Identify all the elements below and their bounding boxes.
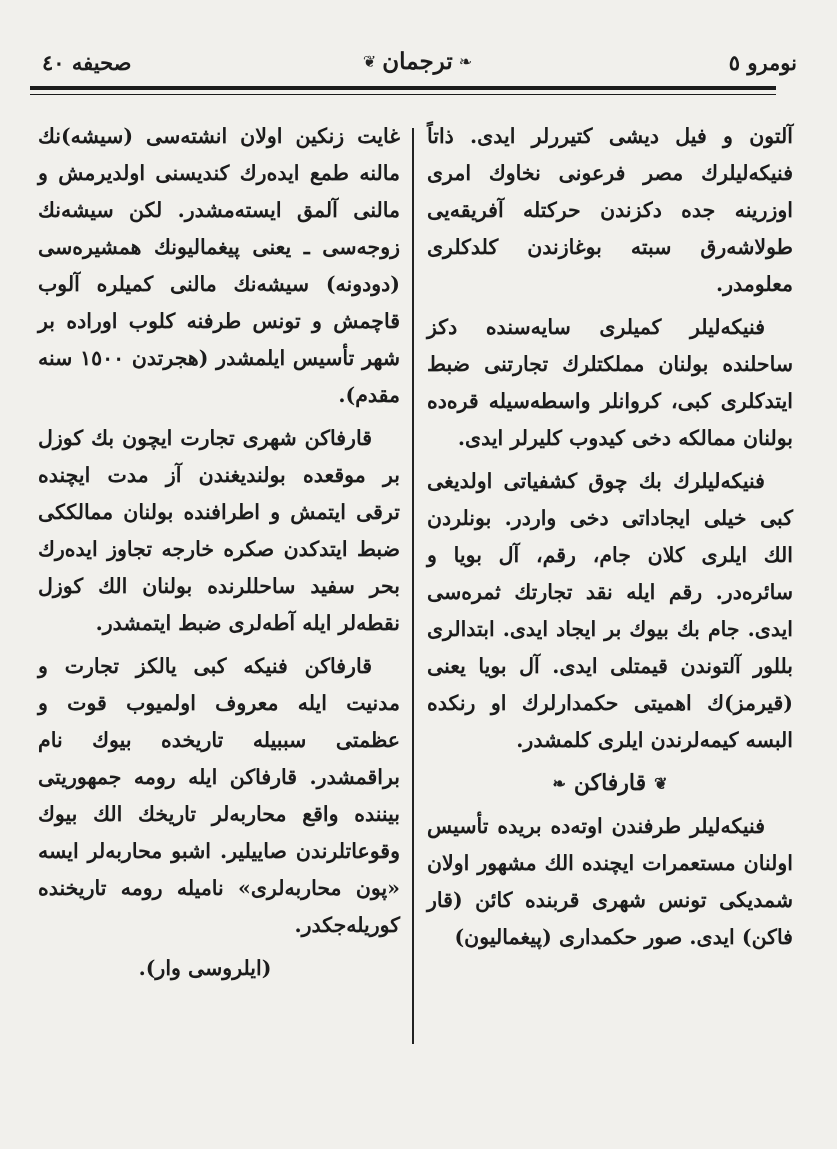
masthead <box>363 48 472 75</box>
ornament-left-icon: ❦ <box>362 52 377 71</box>
header-rule-thin <box>30 94 776 95</box>
continuation-note: (ایلروسی وار). <box>138 956 272 980</box>
issue-number-label: نومرو ٥ <box>728 50 797 75</box>
ornament-right-icon: ❧ <box>458 52 473 71</box>
ornament-icon: ❧ <box>552 774 566 793</box>
column-divider <box>412 128 414 1044</box>
paragraph: فنیکه‌لیلر طرفندن اوته‌ده بریده تأسیس اولنان مستعمرات ایچنده الك مشهور اولان شمدیکی تونس شهری قربنده کائن (قار فاکن) ایدی. صور حکمداری (پیغمالیون) <box>427 814 793 949</box>
left-column <box>38 118 400 993</box>
paragraph: آلتون و فیل دیشی کتیررلر ایدی. ذاتاً فنیکه‌لیلرك مصر فرعونی نخاوك امری اوزرینه جده دکزندن حرکتله آفریقه‌یی طولاشه‌رق سبته بوغازندن کلدکلری معلومدر. <box>427 124 793 296</box>
right-column <box>427 118 793 962</box>
page-header <box>30 46 805 90</box>
paragraph: قارفاکن فنیکه کبی یالکز تجارت و مدنیت ایله معروف اولمیوب قوت و عظمتی سببیله تاریخده بیوك نام براقمشدر. قارفاکن ایله رومه جمهوریتی بیننده واقع محاربه‌لر تاریخك الك بیوك وقوعاتلرندن صاییلیر. اشبو محاربه‌لر ایسه «پون محاربه‌لری» نامیله رومه تاریخنده کوریله‌جکدر. <box>38 654 400 937</box>
paragraph: فنیکه‌لیلرك بك چوق کشفیاتی اولدیغی کبی خیلی ایجاداتی دخی واردر. بونلردن الك ایلری کلان جام، رقم، آل بویا و سائره‌در. رقم ایله نقد تجارتك ثمره‌سی ایدی. جام بك بیوك بر ایجاد ایدی. ابتدالری بللور آلتوندن قیمتلی ایدی. آل بویا یعنی (قیرمز)ك اهمیتی حکمدارلرك او رنکده البسه کیمه‌لرندن ایلری کلمشدر. <box>427 469 793 752</box>
page-number-label: صحیفه ٤٠ <box>42 50 132 75</box>
masthead-title: ترجمان <box>382 48 453 75</box>
paragraph: غایت زنکین اولان انشته‌سی (سیشه)نك مالنه طمع ایده‌رك کندیسنی اولدیرمش و مالنی آلمق ایسته‌مشدر. لکن سیشه‌نك زوجه‌سی ـ یعنی پیغمالیونك همشیره‌سی (دودونه) سیشه‌نك مالنی کمیلره آلوب قاچمش و تونس طرفنه کلوب اوراده بر شهر تأسیس ایلمشدر (هجرتدن ١٥٠٠ سنه مقدم). <box>38 124 400 407</box>
section-heading-text: قارفاکن <box>573 770 647 796</box>
paragraph: فنیکه‌لیلر کمیلری سایه‌سنده دکز ساحلنده بولنان مملکتلرك تجارتنی ضبط ایتدکلری کبی، کروانلر واسطه‌سیله قره‌ده بولنان ممالکه دخی کیدوب کلیرلر ایدی. <box>427 315 793 450</box>
header-rule-thick <box>30 86 776 90</box>
ornament-icon: ❦ <box>654 774 668 793</box>
paragraph: قارفاکن شهری تجارت ایچون بك کوزل بر موقعده بولندیغندن آز مدت ایچنده ترقی ایتمش و اطرافنده بولنان ممالککی ضبط ایتدکدن صکره خارجه تجاوز ایده‌رك بحر سفید ساحللرنده بولنان الك کوزل نقطه‌لر ایله آطه‌لری ضبط ایتمشدر. <box>38 426 400 635</box>
section-heading <box>427 765 793 802</box>
